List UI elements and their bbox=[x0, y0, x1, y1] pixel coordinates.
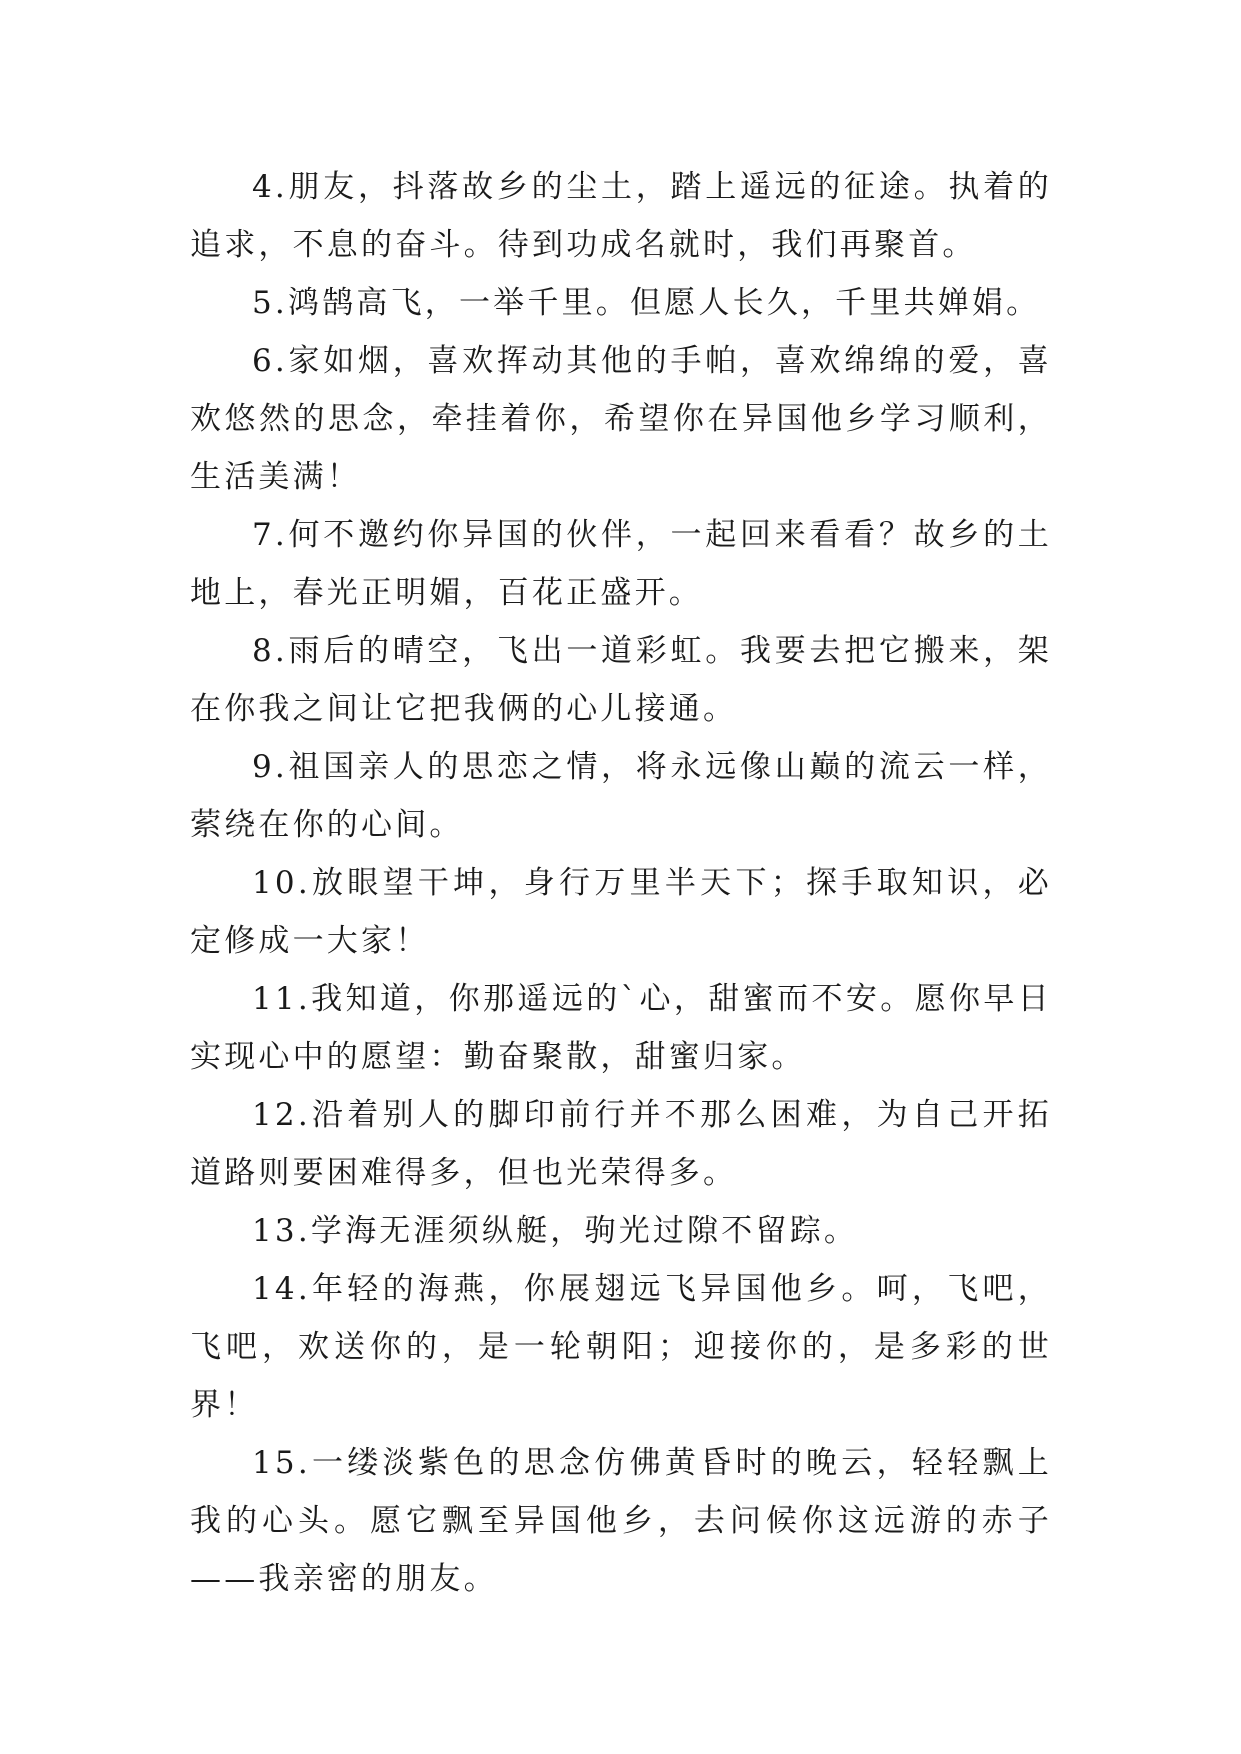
paragraph-10: 10.放眼望干坤，身行万里半天下；探手取知识，必定修成一大家！ bbox=[190, 865, 1052, 959]
paragraph-13: 13.学海无涯须纵艇，驹光过隙不留踪。 bbox=[252, 1213, 859, 1249]
paragraph-15: 15.一缕淡紫色的思念仿佛黄昏时的晚云，轻轻飘上我的心头。愿它飘至异国他乡，去问候你这远游的赤子——我亲密的朋友。 bbox=[190, 1445, 1052, 1597]
document-body bbox=[190, 158, 1052, 1608]
paragraph-5: 5.鸿鹄高飞，一举千里。但愿人长久，千里共婵娟。 bbox=[252, 285, 1041, 321]
paragraph-8: 8.雨后的晴空，飞出一道彩虹。我要去把它搬来，架在你我之间让它把我俩的心儿接通。 bbox=[190, 633, 1052, 727]
paragraph-7: 7.何不邀约你异国的伙伴，一起回来看看？故乡的土地上，春光正明媚，百花正盛开。 bbox=[190, 517, 1052, 611]
paragraph-6: 6.家如烟，喜欢挥动其他的手帕，喜欢绵绵的爱，喜欢悠然的思念，牵挂着你，希望你在异国他乡学习顺利，生活美满！ bbox=[190, 343, 1052, 495]
paragraph-9: 9.祖国亲人的思恋之情，将永远像山巅的流云一样，萦绕在你的心间。 bbox=[190, 749, 1052, 843]
paragraph-4: 4.朋友，抖落故乡的尘土，踏上遥远的征途。执着的追求，不息的奋斗。待到功成名就时，我们再聚首。 bbox=[190, 169, 1052, 263]
paragraph-11: 11.我知道，你那遥远的`心，甜蜜而不安。愿你早日实现心中的愿望：勤奋聚散，甜蜜归家。 bbox=[190, 981, 1052, 1075]
paragraph-12: 12.沿着别人的脚印前行并不那么困难，为自己开拓道路则要困难得多，但也光荣得多。 bbox=[190, 1097, 1052, 1191]
paragraph-14: 14.年轻的海燕，你展翅远飞异国他乡。呵，飞吧，飞吧，欢送你的，是一轮朝阳；迎接你的，是多彩的世界！ bbox=[190, 1271, 1052, 1423]
